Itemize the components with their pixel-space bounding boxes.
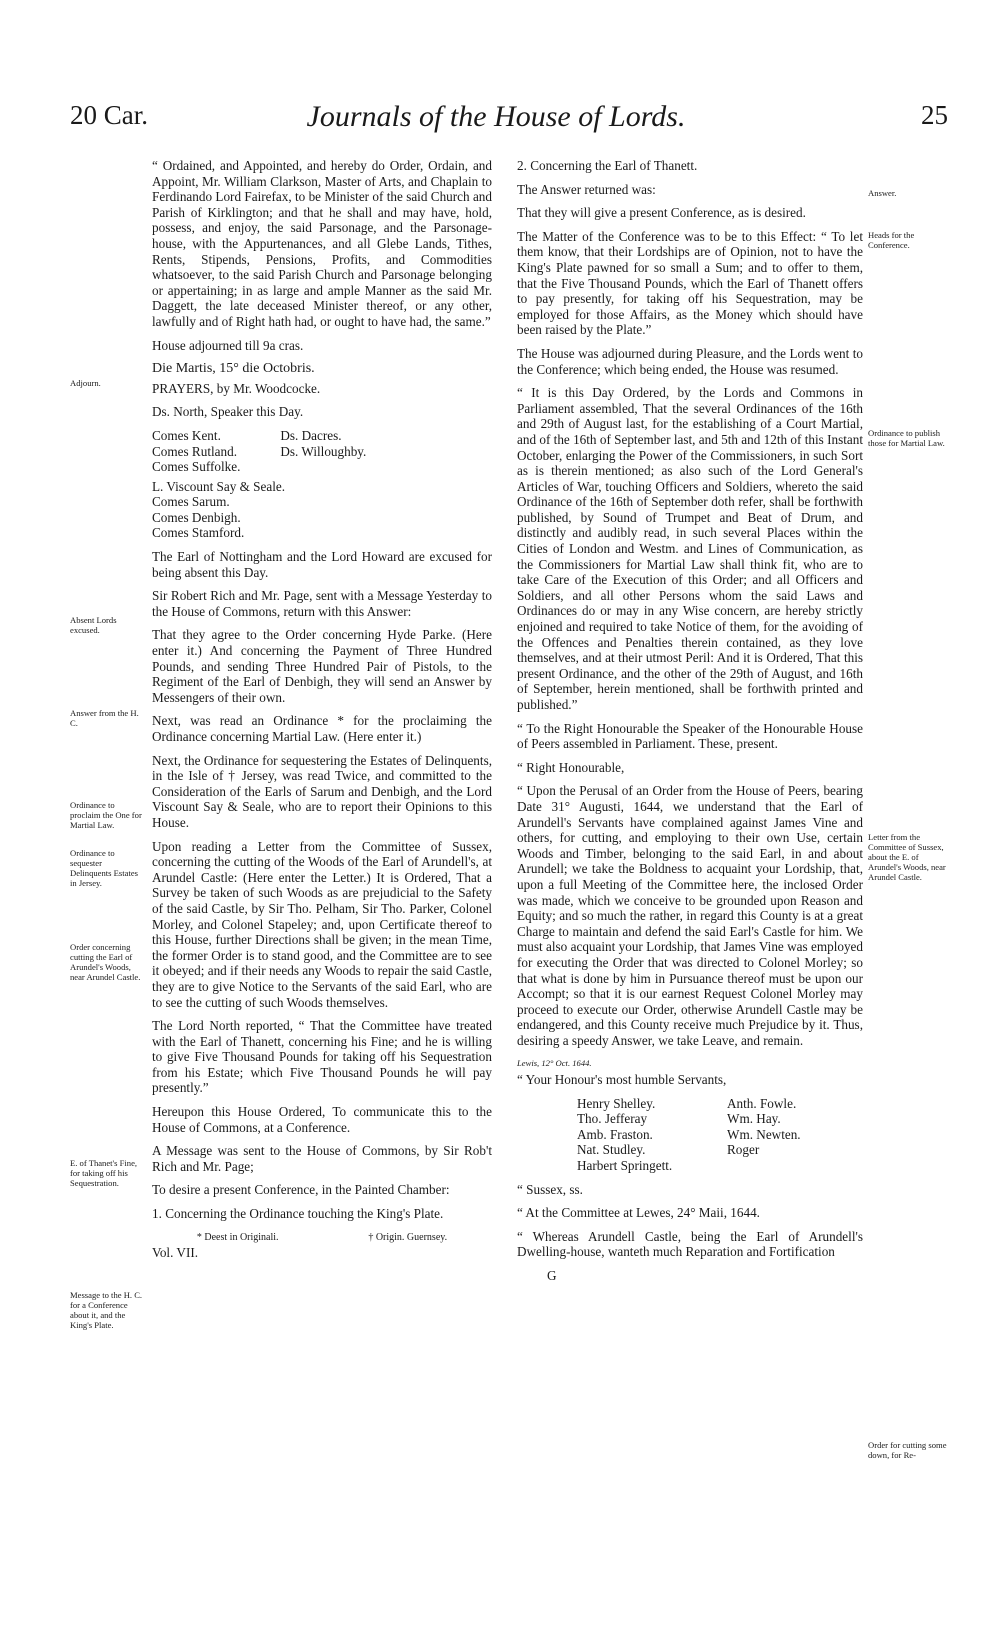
prayers-line: PRAYERS, by Mr. Woodcocke. <box>152 380 321 396</box>
paragraph: That they will give a present Conference, as is desired. <box>517 205 806 221</box>
paragraph: 1. Concerning the Ordinance touching the King's Plate. <box>152 1206 444 1222</box>
paragraph: 2. Concerning the Earl of Thanett. <box>517 158 698 173</box>
margin-note: Letter from the Committee of Sussex, about the E. of Arundel's Woods, near Arundel Castle. <box>868 832 946 882</box>
peer: Ds. Dacres. <box>280 427 342 443</box>
footnote: † Origin. Guernsey. <box>368 1231 448 1243</box>
paragraph: Upon reading a Letter from the Committee of Sussex, concerning the cutting of the Woods of the Earl of Arundell's, at Arundel Castle: (Here enter the Letter.) It is Ordered, That a Survey be taken of such Woods as are prejudicial to the Safety of the said Castle, by Sir Tho. Pelham, Sir Tho. Parker, Colonel Morley, and Colonel Stapeley; and, upon Certificate thereof to this House, further Directions shall be given; in the mean Time, the former Order is to stand good, and the Committee are to see it obeyed; and if their needs any Woods to repair the said Castle, they are to give Notice to the Servants of the said Earl, who are to see the cutting of such Woods themselves. <box>152 838 492 1010</box>
signatory: Roger <box>727 1142 760 1158</box>
paragraph: “ At the Committee at Lewes, 24° Maii, 1644. <box>517 1205 760 1221</box>
paragraph: “ Whereas Arundell Castle, being the Earl of Arundell's Dwelling-house, wanteth much Reparation and Fortification <box>517 1228 863 1260</box>
paragraph: The Matter of the Conference was to be to this Effect: “ To let them know, that their Lordships are of Opinion, not to have the King's Plate pawned for so small a Sum; and to offer to them, that the Five Thousand Pounds, which the Earl of Thanett offers to pay presently, for taking off his Sequestration, may be employed for those Affairs, as the Money which should have been raised by the Plate.” <box>517 228 863 338</box>
paragraph: “ Ordained, and Appointed, and hereby do Order, Ordain, and Appoint, Mr. William Clarkson, Master of Arts, and Chaplain to Ferdinando Lord Fairefax, to be Minister of the said Church and Parish of Kirklington; and that he shall and may have, hold, possess, and enjoy, the said Parsonage, and the Parsonage-house, with the Appurtenances, and all Glebe Lands, Tithes, Rents, Stipends, Pensions, Profits, and Commodities whatsoever, to the said Parish Church and Parsonage belonging or appertaining; in as large and ample Manner as the said Mr. Daggett, the late deceased Minister thereof, or any other, lawfully and of Right hath had, or ought to have had, the same.” <box>152 158 492 329</box>
margin-note: Order for cutting some down, for Re- <box>868 1440 947 1460</box>
peer: Comes Rutland. <box>152 443 237 459</box>
signatory: Wm. Newten. <box>727 1126 801 1142</box>
peers-present <box>152 428 492 475</box>
paragraph: “ To the Right Honourable the Speaker of the Honourable House of Peers assembled in Parliament. These, present. <box>517 720 863 752</box>
signatory: Amb. Fraston. <box>577 1126 653 1142</box>
running-head-left: 20 Car. <box>70 100 148 130</box>
paragraph: The Earl of Nottingham and the Lord Howard are excused for being absent this Day. <box>152 549 492 580</box>
day-heading: Die Martis, 15° die Octobris. <box>152 361 315 377</box>
letter-date: Lewis, 12° Oct. 1644. <box>517 1058 592 1069</box>
footnotes <box>152 1230 492 1246</box>
margin-note: Ordinance to sequester Delinquents Estates in Jersey. <box>70 848 139 888</box>
margin-note: E. of Thanet's Fine, for taking off his Sequestration. <box>70 1158 138 1188</box>
volume-label: Vol. VII. <box>152 1245 199 1261</box>
signatory: Harbert Springett. <box>577 1158 673 1174</box>
paragraph: The House was adjourned during Pleasure, and the Lords went to the Conference; which being ended, the House was resumed. <box>517 345 863 377</box>
peer: Comes Stamford. <box>152 525 245 541</box>
paragraph: A Message was sent to the House of Commons, by Sir Rob't Rich and Mr. Page; <box>152 1143 492 1174</box>
page-number: 25 <box>921 100 948 130</box>
right-column <box>517 158 863 1284</box>
footnote: * Deest in Originali. <box>196 1231 279 1243</box>
peers-present-2 <box>152 479 492 541</box>
signatories <box>517 1096 863 1174</box>
peer: L. Viscount Say & Seale. <box>152 478 286 494</box>
margin-note: Ordinance to publish those for Martial Law. <box>868 428 945 448</box>
margin-note: Heads for the Conference. <box>868 230 915 250</box>
paragraph: Next, was read an Ordinance * for the proclaiming the Ordinance concerning Martial Law. (Here enter it.) <box>152 713 492 744</box>
margin-note: Adjourn. <box>70 378 101 388</box>
margin-note: Answer. <box>868 188 897 198</box>
paragraph: To desire a present Conference, in the Painted Chamber: <box>152 1182 450 1198</box>
peer: Comes Denbigh. <box>152 509 241 525</box>
paragraph: Hereupon this House Ordered, To communicate this to the House of Commons, at a Conference. <box>152 1104 492 1135</box>
signature-mark: G <box>547 1268 557 1283</box>
paragraph: “ It is this Day Ordered, by the Lords and Commons in Parliament assembled, That the several Ordinances of the 16th and 29th of August last, for the establishing of a Court Martial, and of the 16th of September last, and 5th and 12th of this Instant October, enlarging the Power of the Commissioners, in such Sort as is therein mentioned; as also such of the Lord General's Articles of War, touching Officers and Soldiers, whereto the said Ordinance of the 16th of September doth refer, shall be forthwith published, by Sound of Trumpet and Beat of Drum, and distinctly and audibly read, in such several Places within the Cities of London and Westm. and Lines of Communication, as the Commissioners for Martial Law shall think fit, who are to take Care of the Execution of this Order; and all Officers and Soldiers, and all other Persons whom the said Laws and Ordinances do or may in any Wise concern, are hereby strictly enjoined and required to take Notice of them, for the avoiding of the Offences and Penalties therein contained, as they love themselves, and at their utmost Peril: And it is Ordered, That this present Ordinance, and the other of the 29th of August, and 16th of September, herein mentioned, shall be forthwith printed and published.” <box>517 385 863 712</box>
paragraph: “ Sussex, ss. <box>517 1181 583 1197</box>
peer: Comes Suffolke. <box>152 459 241 475</box>
margin-note: Message to the H. C. for a Conference about it, and the King's Plate. <box>70 1290 143 1330</box>
margin-note: Answer from the H. C. <box>70 708 139 728</box>
peer: Comes Sarum. <box>152 494 230 510</box>
paragraph: The Answer returned was: <box>517 181 656 197</box>
paragraph: That they agree to the Order concerning Hyde Parke. (Here enter it.) And concerning the Payment of Three Hundred Pounds, and sending Three Hundred Pair of Pistols, to the Regiment of the Earl of Denbigh, they will send an Answer by Messengers of their own. <box>152 627 492 705</box>
peer: Comes Kent. <box>152 427 221 443</box>
signatory: Anth. Fowle. <box>727 1095 797 1111</box>
peer: Ds. Willoughby. <box>280 443 367 459</box>
paragraph: “ Upon the Perusal of an Order from the House of Peers, bearing Date 31° Augusti, 1644, we understand that the Earl of Arundell's Servants have complained against James Vine and others, for cutting, and employing to their own Use, certain Woods and Timber, belonging to the said Earl, in and about Arundell; we take the Boldness to acquaint your Lordship, that, upon a full Meeting of the Committee here, the inclosed Order was made, which we conceive to be grounded upon Reason and Equity; and so much the rather, in regard this County is at a great Charge to maintain and defend the said Earl's Castle for him. We must also acquaint your Lordship, that James Vine was employed for executing the Order that was directed to Colonel Morley; so that what is done by him in Pursuance thereof must be upon our Accompt; so that it is our earnest Request Colonel Morley may proceed to execute our Order, otherwise Arundell Castle may be endangered, and this County receive much Prejudice by it. Thus, desiring a speedy Answer, we take Leave, and remain. <box>517 783 863 1048</box>
paragraph: Sir Robert Rich and Mr. Page, sent with a Message Yesterday to the House of Commons, return with this Answer: <box>152 588 492 619</box>
signatory: Nat. Studley. <box>577 1142 646 1158</box>
margin-note: Order concerning cutting the Earl of Arundel's Woods, near Arundel Castle. <box>70 942 141 982</box>
page-title: Journals of the House of Lords. <box>306 100 686 133</box>
signatory: Wm. Hay. <box>727 1111 781 1127</box>
closing: “ Your Honour's most humble Servants, <box>517 1072 727 1088</box>
paragraph: “ Right Honourable, <box>517 759 625 775</box>
margin-note: Absent Lords excused. <box>70 615 117 635</box>
speaker-line: Ds. North, Speaker this Day. <box>152 404 304 420</box>
signatory: Tho. Jefferay <box>577 1111 648 1127</box>
left-column <box>152 158 492 1261</box>
paragraph: Next, the Ordinance for sequestering the Estates of Delinquents, in the Isle of † Jersey, was read Twice, and committed to the Consideration of the Earls of Sarum and Denbigh, and the Lord Viscount Say & Seale, who are to report their Opinions to this House. <box>152 752 492 830</box>
margin-note: Ordinance to proclaim the One for Martial Law. <box>70 800 142 830</box>
signatory: Henry Shelley. <box>577 1095 656 1111</box>
paragraph: The Lord North reported, “ That the Committee have treated with the Earl of Thanett, concerning his Fine; and he is willing to give Five Thousand Pounds for taking off his Sequestration from his Estate; which Five Thousand Pounds he will pay presently.” <box>152 1018 492 1096</box>
paragraph: House adjourned till 9a cras. <box>152 337 304 353</box>
